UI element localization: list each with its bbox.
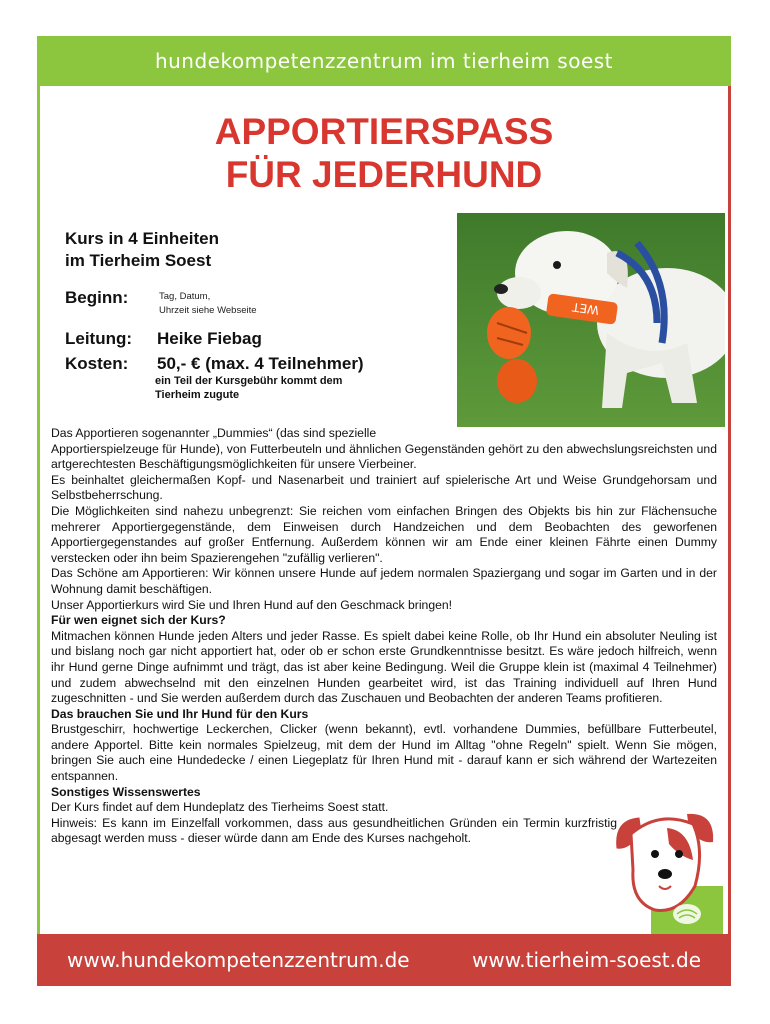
right-border bbox=[728, 86, 731, 936]
beginn-label: Beginn: bbox=[65, 288, 129, 307]
kosten-label: Kosten: bbox=[65, 354, 129, 373]
fee-note bbox=[155, 374, 342, 402]
footer-banner bbox=[37, 934, 731, 986]
header-banner: hundekompetenzzentrum im tierheim soest bbox=[37, 36, 731, 86]
title-line-2: FÜR JEDERHUND bbox=[225, 154, 543, 195]
kosten-value: 50,- € (max. 4 Teilnehmer) bbox=[157, 354, 364, 373]
beginn-small-1: Tag, Datum, bbox=[159, 291, 211, 302]
dog-photo bbox=[457, 213, 725, 427]
cartoon-dog-logo bbox=[609, 810, 723, 938]
dummy-label: WET bbox=[571, 299, 600, 318]
leitung-label: Leitung: bbox=[65, 329, 133, 348]
paragraph-2: Es beinhaltet gleichermaßen Kopf- und Nasenarbeit und trainiert auf spielerische Art und Weise Grundgehorsam und Selbstbeherrschung. bbox=[51, 472, 717, 503]
paragraph-8: Der Kurs findet auf dem Hundeplatz des Tierheims Soest statt. bbox=[51, 800, 389, 815]
heading-sonstiges: Sonstiges Wissenswertes bbox=[51, 784, 201, 799]
paragraph-intro-2: Apportierspielzeuge für Hunde), von Futterbeuteln und ähnlichen Gegenständen gehört zu den abwechslungsreichsten und artgerechtesten Beschäftigungsmöglichkeiten für unsere Vierbeiner. bbox=[51, 441, 717, 472]
footer-link-tierheim[interactable]: www.tierheim-soest.de bbox=[472, 948, 701, 972]
flyer-page bbox=[37, 36, 731, 986]
body-text bbox=[51, 426, 717, 847]
leitung-value: Heike Fiebag bbox=[157, 329, 262, 348]
paragraph-4: Das Schöne am Apportieren: Wir können unsere Hunde auf jedem normalen Spaziergang und sogar im Garten und in der Wohnung damit beschäftigen. bbox=[51, 566, 717, 596]
fee-note-line-1: ein Teil der Kursgebühr kommt dem bbox=[155, 375, 343, 387]
title-line-1: APPORTIERSPASS bbox=[214, 111, 554, 152]
left-border bbox=[37, 86, 40, 936]
course-line-1: Kurs in 4 Einheiten bbox=[65, 229, 219, 248]
heading-das-brauchen: Das brauchen Sie und Ihr Hund für den Kurs bbox=[51, 706, 309, 721]
beginn-small-2: Uhrzeit siehe Webseite bbox=[159, 305, 257, 316]
paragraph-3: Die Möglichkeiten sind nahezu unbegrenzt: Sie reichen vom einfachen Bringen des Objekts bis hin zur Flächensuche mehrerer Apportiergegenstände, dem Einweisen durch Handzeichen und dem Beobachten des geworfenen Apportiergegenstandes auf großer Entfernung. Außerdem können wir am Ende einer kleinen Fährte einen Dummy verstecken oder ihn beim Spazierengehen "zufällig verlieren". bbox=[51, 503, 717, 565]
footer-link-hundekompetenzzentrum[interactable]: www.hundekompetenzzentrum.de bbox=[67, 948, 410, 972]
paragraph-9: Hinweis: Es kann im Einzelfall vorkommen, dass aus gesundheitlichen Gründen ein Termin kurzfristig abgesagt werden muss - dieser würde dann am Ende des Kurses nachgeholt. bbox=[51, 815, 617, 846]
paragraph-5: Unser Apportierkurs wird Sie und Ihren Hund auf den Geschmack bringen! bbox=[51, 597, 453, 612]
course-info bbox=[65, 228, 465, 272]
paragraph-6: Mitmachen können Hunde jeden Alters und jeder Rasse. Es spielt dabei keine Rolle, ob Ihr Hund ein absoluter Neuling ist und bislang noch gar nicht apportiert hat, oder ob er schon erste Grundkenntnisse besitzt. Es wäre jedoch hilfreich, wenn ihr Hund gerne Dinge aufnimmt und trägt, das ist aber keine Bedingung. Weil die Gruppe klein ist (maximal 4 Teilnehmer) und zudem abwechselnd mit den einzelnen Hunden gearbeitet wird, ist das Training individuell auf Ihren Hund zugeschnitten - und Sie werden außerdem durch das Zuschauen und Beobachten der anderen Teams profitieren. bbox=[51, 628, 717, 706]
paragraph-7: Brustgeschirr, hochwertige Leckerchen, Clicker (wenn bekannt), evtl. vorhandene Dummies, befüllbare Futterbeutel, andere Apportel. Bitte kein normales Spielzeug, mit dem der Hund im Alltag "ohne Regeln" spielt. Wenn Sie mögen, bringen Sie auch eine Hundedecke / einen Liegeplatz für Ihren Hund mit - darauf kann er sich während der Wartezeiten entspannen. bbox=[51, 722, 717, 784]
fee-note-line-2: Tierheim zugute bbox=[155, 389, 240, 401]
course-line-2: im Tierheim Soest bbox=[65, 251, 212, 270]
paragraph-intro: Das Apportieren sogenannter „Dummies“ (das sind spezielle bbox=[51, 426, 377, 440]
heading-fuer-wen: Für wen eignet sich der Kurs? bbox=[51, 613, 226, 628]
page-title bbox=[37, 110, 731, 196]
